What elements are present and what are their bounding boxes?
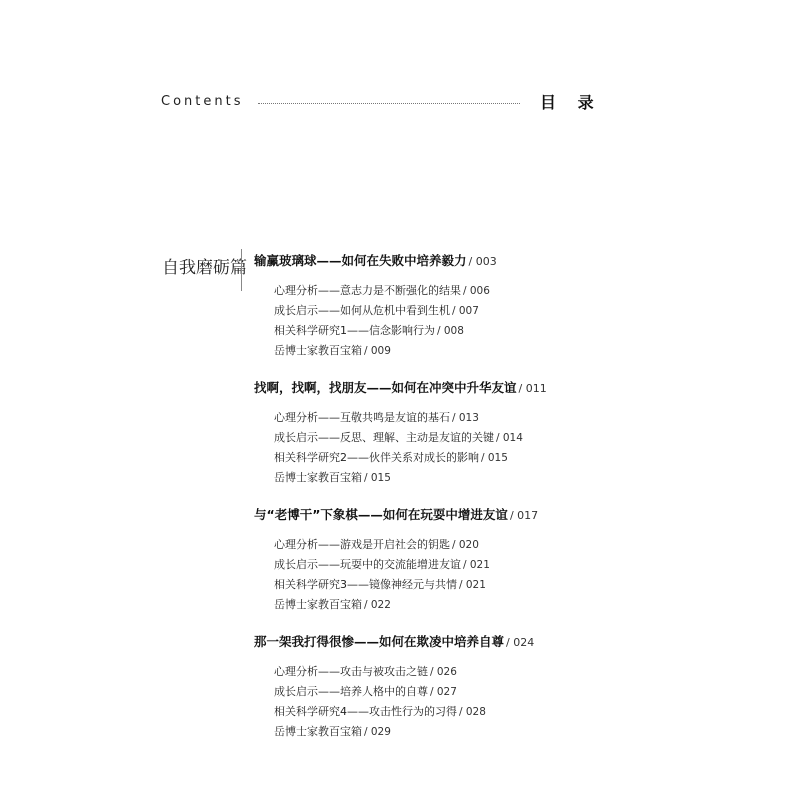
chapter-title[interactable] <box>254 633 634 652</box>
section-page-number: / 026 <box>430 666 457 678</box>
section-page-number: / 021 <box>459 579 486 591</box>
chapter-page-number: / 003 <box>468 255 497 268</box>
section-label: 心理分析——意志力是不断强化的结果 <box>274 284 461 297</box>
contents-heading: Contents <box>161 94 244 109</box>
chapter-title-text: 输赢玻璃球——如何在失败中培养毅力 <box>254 253 467 268</box>
section-label: 心理分析——攻击与被攻击之链 <box>274 665 428 678</box>
header-dotted-rule <box>258 103 520 104</box>
chapter-title-text: 那一架我打得很惨——如何在欺凌中培养自尊 <box>254 634 505 649</box>
section-page-number: / 027 <box>430 686 457 698</box>
chapter-title-text: 找啊，找啊，找朋友——如何在冲突中升华友谊 <box>254 380 517 395</box>
section-entry[interactable] <box>274 702 634 722</box>
section-label: 岳博士家教百宝箱 <box>274 598 362 611</box>
part-divider <box>241 249 242 291</box>
section-page-number: / 015 <box>481 452 508 464</box>
section-entry[interactable] <box>274 555 634 575</box>
section-label: 心理分析——互敬共鸣是友谊的基石 <box>274 411 450 424</box>
section-entry[interactable] <box>274 428 634 448</box>
section-entry[interactable] <box>274 662 634 682</box>
section-entry[interactable] <box>274 281 634 301</box>
chapter-title[interactable] <box>254 379 634 398</box>
section-entry[interactable] <box>274 321 634 341</box>
section-label: 岳博士家教百宝箱 <box>274 344 362 357</box>
chapter-entry[interactable] <box>254 633 634 742</box>
section-entry[interactable] <box>274 722 634 742</box>
chapter-page-number: / 011 <box>518 382 547 395</box>
section-entry[interactable] <box>274 448 634 468</box>
section-label: 相关科学研究2——伙伴关系对成长的影响 <box>274 451 479 464</box>
section-page-number: / 009 <box>364 345 391 357</box>
section-entry[interactable] <box>274 408 634 428</box>
section-page-number: / 014 <box>496 432 523 444</box>
section-label: 成长启示——如何从危机中看到生机 <box>274 304 450 317</box>
section-label: 相关科学研究1——信念影响行为 <box>274 324 435 337</box>
chapter-page-number: / 024 <box>506 636 535 649</box>
chapter-page-number: / 017 <box>509 509 539 522</box>
chapter-title[interactable] <box>254 252 634 271</box>
chapter-title-text: 与“老博干”下象棋——如何在玩耍中增进友谊 <box>254 507 508 522</box>
section-label: 成长启示——玩耍中的交流能增进友谊 <box>274 558 461 571</box>
section-entry[interactable] <box>274 341 634 361</box>
section-entry[interactable] <box>274 301 634 321</box>
section-label: 岳博士家教百宝箱 <box>274 471 362 484</box>
page-header <box>0 0 800 130</box>
section-page-number: / 006 <box>463 285 490 297</box>
section-label: 岳博士家教百宝箱 <box>274 725 362 738</box>
chapter-entry[interactable] <box>254 506 634 615</box>
toc-heading: 目 录 <box>540 93 602 112</box>
chapter-title[interactable] <box>254 506 634 525</box>
section-entry[interactable] <box>274 535 634 555</box>
chapter-entry[interactable] <box>254 252 634 361</box>
section-page-number: / 029 <box>364 726 391 738</box>
section-label: 相关科学研究4——攻击性行为的习得 <box>274 705 457 718</box>
chapter-entry[interactable] <box>254 379 634 488</box>
section-page-number: / 021 <box>463 559 490 571</box>
part-title: 自我磨砺篇 <box>162 258 247 278</box>
section-entry[interactable] <box>274 575 634 595</box>
section-entry[interactable] <box>274 468 634 488</box>
section-page-number: / 020 <box>452 539 479 551</box>
section-page-number: / 015 <box>364 472 391 484</box>
section-page-number: / 028 <box>459 706 486 718</box>
section-page-number: / 007 <box>452 305 479 317</box>
section-entry[interactable] <box>274 595 634 615</box>
section-label: 心理分析——游戏是开启社会的钥匙 <box>274 538 450 551</box>
section-label: 成长启示——反思、理解、主动是友谊的关键 <box>274 431 494 444</box>
table-of-contents <box>254 252 634 742</box>
section-page-number: / 022 <box>364 599 391 611</box>
section-entry[interactable] <box>274 682 634 702</box>
section-label: 相关科学研究3——镜像神经元与共情 <box>274 578 457 591</box>
section-page-number: / 013 <box>452 412 479 424</box>
section-label: 成长启示——培养人格中的自尊 <box>274 685 428 698</box>
section-page-number: / 008 <box>437 325 464 337</box>
